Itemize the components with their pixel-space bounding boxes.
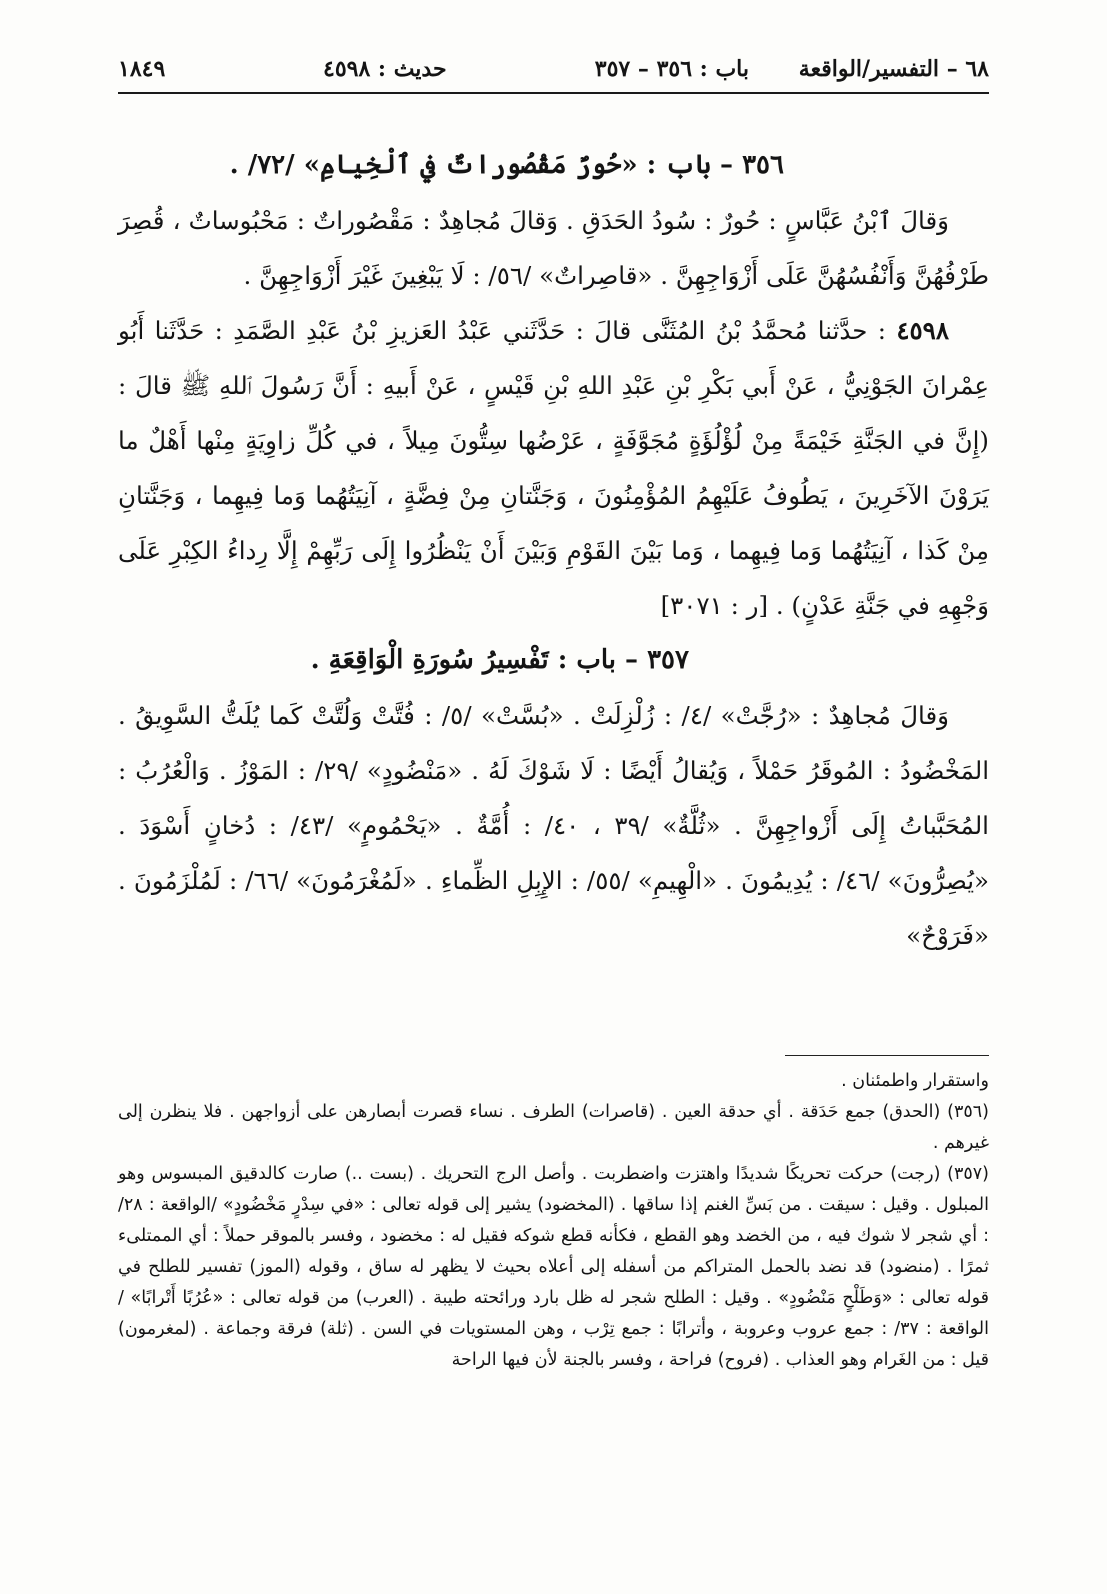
running-header — [118, 48, 989, 94]
page-number: ١٨٤٩ — [118, 56, 166, 82]
bab-356-commentary: وَقالَ ٱبْنُ عَبَّاسٍ : حُورٌ : سُودُ الحَدَقِ . وَقالَ مُجاهِدٌ : مَقْصُوراتٌ : مَحْبُوساتٌ ، قُصِرَ طَرْفُهُنَّ وَأَنْفُسُهُنَّ عَلَى أَزْوَاجِهِنَّ . «قاصِراتٌ» /٥٦/ : لَا يَبْغِينَ غَيْرَ أَزْوَاجِهِنَّ . — [118, 206, 989, 290]
header-hadith-number: حديث : ٤٥٩٨ — [323, 56, 447, 82]
hadith-text: : حدَّثنا مُحمَّدُ بْنُ المُثَنَّى قالَ : حَدَّثَني عَبْدُ العَزيزِ بْنُ عَبْدِ الصَّمَدِ : حَدَّثَنا أَبُو عِمْرانَ الجَوْنِيُّ ، عَنْ أَبي بَكْرِ بْنِ عَبْدِ اللهِ بْنِ قَيْسٍ ، عَنْ أَبيهِ : أَنَّ رَسُولَ ٱللهِ ﷺ قالَ : (إِنَّ في الجَنَّةِ خَيْمَةً مِنْ لُؤْلُؤَةٍ مُجَوَّفَةٍ ، عَرْضُها سِتُّونَ مِيلاً ، في كُلِّ زاوِيَةٍ مِنْها أَهْلٌ ما يَرَوْنَ الآخَرِينَ ، يَطُوفُ عَلَيْهِمُ المُؤْمِنُونَ ، وَجَنَّتانِ مِنْ فِضَّةٍ ، آنِيَتُهُما وَما فِيهِما ، وَجَنَّتانِ مِنْ كَذا ، آنِيَتُهُما وَما فِيهِما ، وَما بَيْنَ القَوْمِ وَبَيْنَ أَنْ يَنْظُرُوا إِلَى رَبِّهِمْ إِلَّا رِداءُ الكِبْرِ عَلَى وَجْهِهِ في جَنَّةِ عَدْنٍ) . — [118, 316, 989, 620]
footnote-356: (٣٥٦) (الحدق) جمع حَدَقة . أي حدقة العين . (قاصرات) الطرف . نساء قصرت أبصارهن على أزواجهن . فلا ينظرن إلى غيرهم . — [118, 1102, 989, 1153]
cross-reference: [ر : ٣٠٧١] — [660, 591, 769, 620]
header-book-title: ٦٨ – التفسير/الواقعة — [798, 56, 989, 82]
bab-357-title: ٣٥٧ – باب : تَفْسِيرُ سُورَةِ الْوَاقِعَةِ . — [310, 645, 689, 675]
header-bab-range: باب : ٣٥٦ – ٣٥٧ — [594, 56, 749, 82]
footnotes — [118, 1066, 989, 1376]
hadith-4598 — [118, 303, 989, 633]
bab-357-commentary: وَقالَ مُجاهِدٌ : «رُجَّتْ» /٤/ : زُلْزِلَتْ . «بُسَّتْ» /٥/ : فُتَّتْ وَلُتَّتْ كَما يُلَتُّ السَّوِيقُ . المَخْضُودُ : المُوقَرُ حَمْلاً ، وَيُقالُ أَيْضًا : لَا شَوْكَ لَهُ . «مَنْضُودٍ» /٢٩/ : المَوْزُ . وَالْعُرُبُ : المُحَبَّباتُ إِلَى أَزْواجِهِنَّ . «ثُلَّةٌ» /٣٩ ، ٤٠/ : أُمَّةٌ . «يَحْمُومٍ» /٤٣/ : دُخانٍ أَسْوَدَ . «يُصِرُّونَ» /٤٦/ : يُدِيمُونَ . «الْهِيمِ» /٥٥/ : الإِبِلِ الظِّماءِ . «لَمُغْرَمُونَ» /٦٦/ : لَمُلْزَمُونَ . «فَرَوْحٌ» — [118, 701, 990, 950]
main-text — [118, 138, 989, 963]
footnote-357: (٣٥٧) (رجت) حركت تحريكًا شديدًا واهتزت واضطربت . وأصل الرج التحريك . (بست ..) صارت كالدقيق المبسوس وهو المبلول . وقيل : سيقت . من بَسِّ الغنم إذا ساقها . (المخضود) يشير إلى قوله تعالى : «في سِدْرٍ مَخْضُودٍ» /الواقعة : ٢٨/ : أي شجر لا شوك فيه ، من الخضد وهو القطع ، فكأنه قطع شوكه فقيل له : مخضود ، وفسر بالموقر حملاً : أي الممتلىء ثمرًا . (منضود) قد نضد بالحمل المتراكم من أسفله إلى أعلاه بحيث لا يظهر له ساق ، وقوله (الموز) تفسير للطلح في قوله تعالى : «وَطَلْحٍ مَنْضُودٍ» . وقيل : الطلح شجر له ظل بارد ورائحته طيبة . (العرب) من قوله تعالى : «عُرُبًا أَتْرابًا» /الواقعة : ٣٧/ : جمع عروب وعروبة ، وأترابًا : جمع تِرْب ، وهن المستويات في السن . (ثلة) فرقة وجماعة . (لمغرمون) قيل : من الغَرام وهو العذاب . (فروح) فراحة ، وفسر بالجنة لأن فيها الراحة — [118, 1164, 990, 1370]
footnote-separator — [785, 1055, 989, 1056]
bab-356-title: ٣٥٦ – باب : «حُورٌ مَقْصُوراتٌ في ٱلْخِيامِ» /٧٢/ . — [229, 150, 784, 180]
hadith-number: ٤٥٩٨ — [896, 316, 949, 345]
footnote-continuation: واستقرار واطمئنان . — [841, 1071, 989, 1091]
